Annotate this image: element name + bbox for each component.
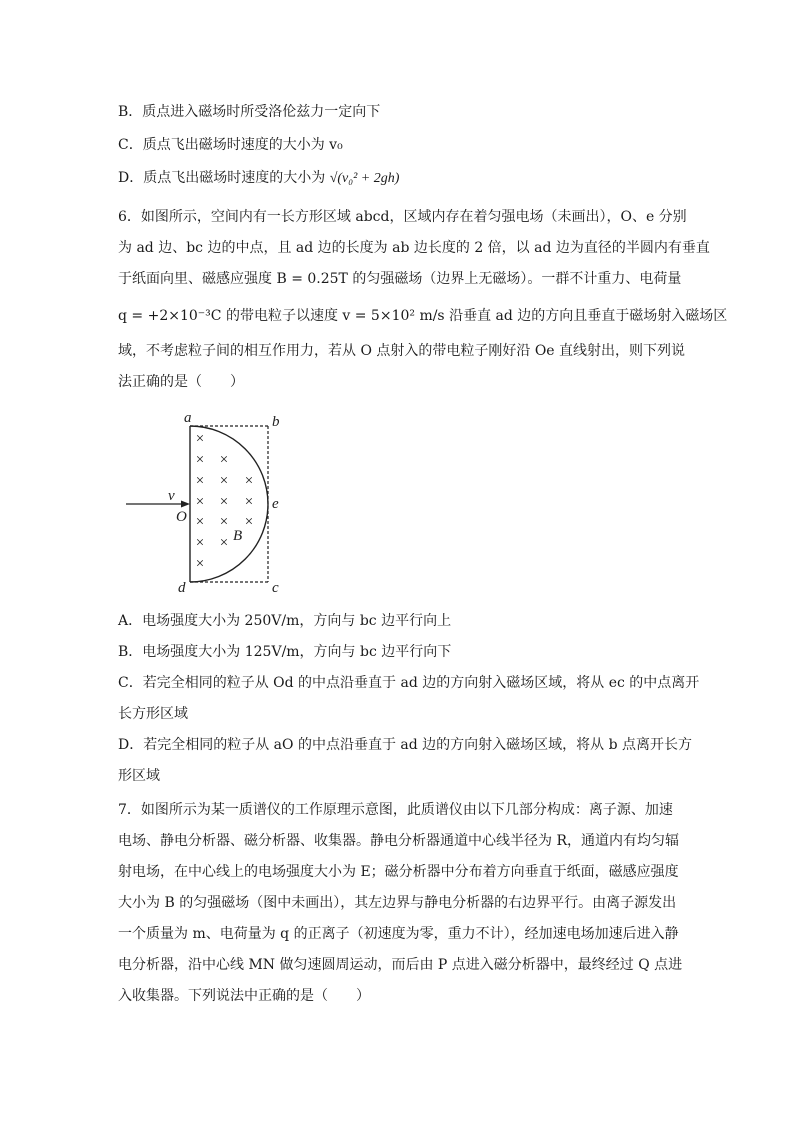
cross-mark: × — [195, 535, 205, 551]
label-d: d — [178, 580, 186, 594]
cross-mark: × — [244, 494, 254, 510]
q6-line-6: 法正确的是（ ） — [118, 374, 244, 390]
q6-figure — [118, 408, 298, 598]
option-d-prev — [118, 168, 678, 189]
cross-mark: × — [195, 473, 205, 489]
q6-option-c: C．若完全相同的粒子从 Od 的中点沿垂直于 ad 边的方向射入磁场区域，将从 ec 的中点离开 — [118, 675, 700, 691]
option-b-prev: B．质点进入磁场时所受洛伦兹力一定向下 — [118, 104, 381, 120]
label-e: e — [272, 496, 279, 512]
q6-figure-svg — [118, 408, 298, 594]
label-field-b: B — [233, 528, 243, 544]
cross-mark: × — [219, 473, 229, 489]
option-d-prev-formula: √(v₀² + 2gh) — [329, 171, 400, 186]
velocity-arrowhead — [181, 501, 190, 508]
q6-option-b: B．电场强度大小为 125V/m，方向与 bc 边平行向下 — [118, 644, 452, 660]
q6-option-a: A．电场强度大小为 250V/m，方向与 bc 边平行向上 — [118, 613, 452, 629]
q7-line-1: 7．如图所示为某一质谱仪的工作原理示意图，此质谱仪由以下几部分构成：离子源、加速 — [118, 802, 673, 818]
cross-mark: × — [195, 431, 205, 447]
option-c-prev: C．质点飞出磁场时速度的大小为 v₀ — [118, 137, 343, 153]
label-a: a — [184, 410, 192, 426]
q6-line-5: 域，不考虑粒子间的相互作用力，若从 O 点射入的带电粒子刚好沿 Oe 直线射出，则下列说 — [118, 343, 686, 359]
q7-line-4: 大小为 B 的匀强磁场（图中未画出），其左边界与静电分析器的右边界平行。由离子源发出 — [118, 895, 677, 911]
cross-mark: × — [219, 535, 229, 551]
cross-mark: × — [195, 494, 205, 510]
q6-option-c-cont: 长方形区域 — [118, 706, 188, 722]
q6-line-1: 6．如图所示，空间内有一长方形区域 abcd，区域内存在着匀强电场（未画出），O、e 分别 — [118, 209, 687, 225]
q7-line-6: 电分析器，沿中心线 MN 做匀速圆周运动，而后由 P 点进入磁分析器中，最终经过 Q 点进 — [118, 957, 683, 973]
q7-line-7: 入收集器。下列说法中正确的是（ ） — [118, 988, 370, 1004]
label-o: O — [176, 509, 187, 525]
q6-line-3: 于纸面向里、磁感应强度 B = 0.25T 的匀强磁场（边界上无磁场）。一群不计重力、电荷量 — [118, 271, 682, 287]
option-d-prev-text: D．质点飞出磁场时速度的大小为 — [118, 170, 326, 186]
label-v: v — [168, 488, 175, 504]
q7-line-3: 射电场，在中心线上的电场强度大小为 E；磁分析器中分布着方向垂直于纸面，磁感应强度 — [118, 864, 679, 880]
cross-mark: × — [219, 514, 229, 530]
label-b: b — [272, 414, 280, 430]
cross-mark: × — [244, 514, 254, 530]
cross-mark: × — [195, 514, 205, 530]
cross-mark: × — [219, 494, 229, 510]
cross-mark: × — [219, 452, 229, 468]
q6-line-2: 为 ad 边、bc 边的中点，且 ad 边的长度为 ab 边长度的 2 倍，以 ad 边为直径的半圆内有垂直 — [118, 240, 710, 256]
q6-option-d-cont: 形区域 — [118, 768, 160, 784]
q6-option-d: D．若完全相同的粒子从 aO 的中点沿垂直于 ad 边的方向射入磁场区域，将从 b 点离开长方 — [118, 737, 693, 753]
cross-mark: × — [195, 452, 205, 468]
label-c: c — [272, 580, 279, 594]
q7-line-2: 电场、静电分析器、磁分析器、收集器。静电分析器通道中心线半径为 R，通道内有均匀辐 — [118, 833, 679, 849]
cross-mark: × — [244, 473, 254, 489]
field-crosses — [196, 431, 253, 572]
q7-line-5: 一个质量为 m、电荷量为 q 的正离子（初速度为零，重力不计），经加速电场加速后进入静 — [118, 926, 679, 942]
q6-line-4: q = +2×10⁻³C 的带电粒子以速度 v = 5×10² m/s 沿垂直 ad 边的方向且垂直于磁场射入磁场区 — [118, 308, 728, 324]
cross-mark: × — [195, 556, 205, 572]
